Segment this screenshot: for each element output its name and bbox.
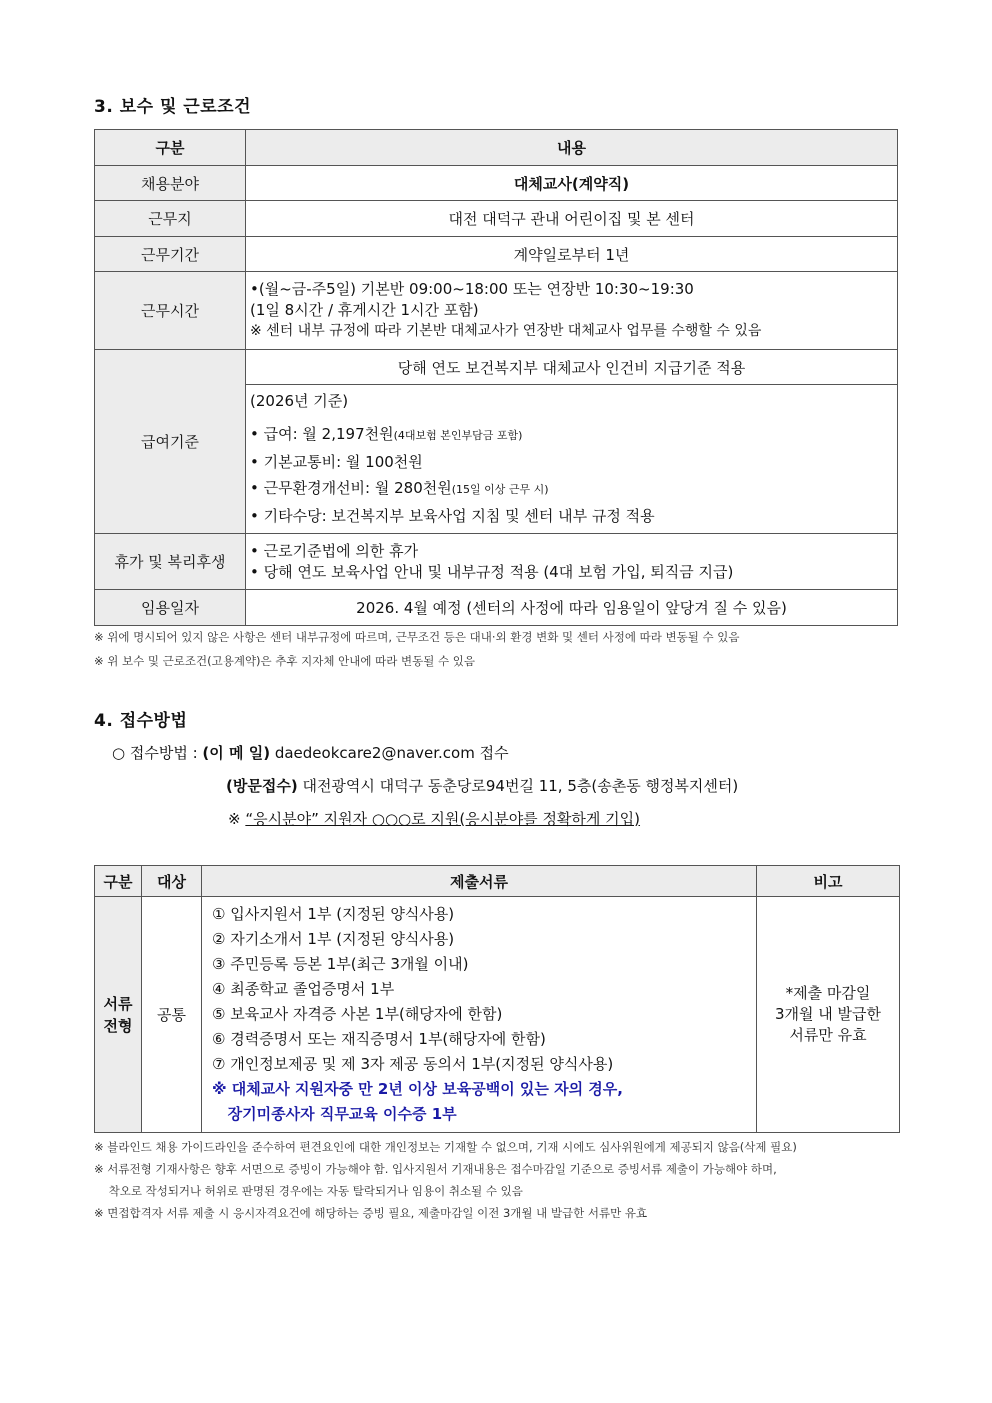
list-item: ② 자기소개서 1부 (지정된 양식사용) xyxy=(212,930,455,948)
table-row xyxy=(95,590,898,626)
row-value xyxy=(246,534,898,590)
list-item: ⑤ 보육교사 자격증 사본 1부(해당자에 한함) xyxy=(212,1005,503,1023)
row-label: 임용일자 xyxy=(95,590,246,626)
table-row xyxy=(95,534,898,590)
hours-line: (1일 8시간 / 휴게시간 1시간 포함) xyxy=(250,301,479,319)
row-label-line: 전형 xyxy=(103,1016,133,1035)
email-label: (이 메 일) xyxy=(202,744,271,762)
row-label: 급여기준 xyxy=(95,350,246,534)
table-row xyxy=(95,350,898,385)
apply-prefix: ※ xyxy=(228,810,241,828)
pay-env-note: (15일 이상 근무 시) xyxy=(451,483,549,496)
list-item: ④ 최종학교 졸업증명서 1부 xyxy=(212,980,395,998)
table-row xyxy=(95,201,898,237)
receive-visit-line xyxy=(226,775,738,796)
hours-line: •(월~금-주5일) 기본반 09:00~18:00 또는 연장반 10:30~19:30 xyxy=(250,280,694,298)
list-item: ③ 주민등록 등본 1부(최근 3개월 이내) xyxy=(212,955,469,973)
row-label-line: 서류 xyxy=(103,994,133,1013)
row-value: 2026. 4월 예정 (센터의 사정에 따라 임용일이 앞당겨 질 수 있음) xyxy=(246,590,898,626)
header-content: 내용 xyxy=(246,130,898,166)
visit-value: 대전광역시 대덕구 동춘당로94번길 11, 5층(송촌동 행정복지센터) xyxy=(302,777,739,795)
pay-env-text: • 근무환경개선비: 월 280천원 xyxy=(250,479,452,497)
document-list xyxy=(202,897,757,1133)
special-note: ※ 대체교사 지원자중 만 2년 이상 보육공백이 있는 자의 경우, xyxy=(212,1080,623,1098)
header-target: 대상 xyxy=(142,866,202,897)
section4-title: 4. 접수방법 xyxy=(94,711,188,731)
pay-salary-text: • 급여: 월 2,197천원 xyxy=(250,425,394,443)
receive-email-line xyxy=(112,742,509,763)
visit-label: (방문접수) xyxy=(226,777,298,795)
pay-basis: (2026년 기준) xyxy=(250,392,349,410)
email-value: daedeokcare2@naver.com 접수 xyxy=(274,744,509,762)
remark-line: 서류만 유효 xyxy=(789,1026,867,1044)
header-remarks: 비고 xyxy=(757,866,900,897)
note: ※ 서류전형 기재사항은 향후 서면으로 증빙이 가능해야 함. 입사지원서 기재내용은 접수마감일 기준으로 증빙서류 제출이 가능해야 하며, xyxy=(94,1162,777,1176)
row-value: 대체교사(계약직) xyxy=(246,166,898,201)
target: 공통 xyxy=(142,897,202,1133)
method-label: ○ 접수방법 : xyxy=(112,744,198,762)
section3-title: 3. 보수 및 근로조건 xyxy=(94,97,251,117)
apply-note xyxy=(228,808,640,829)
row-label: 근무시간 xyxy=(95,272,246,350)
table-row xyxy=(95,166,898,201)
row-value xyxy=(246,272,898,350)
pay-salary-note: (4대보험 본인부담금 포함) xyxy=(393,429,523,442)
note: ※ 위에 명시되어 있지 않은 사항은 센터 내부규정에 따르며, 근무조건 등은 대내·외 환경 변화 및 센터 사정에 따라 변동될 수 있음 xyxy=(94,630,740,644)
header-category: 구분 xyxy=(95,130,246,166)
row-label: 채용분야 xyxy=(95,166,246,201)
header-category: 구분 xyxy=(95,866,142,897)
conditions-table xyxy=(94,129,898,626)
pay-details xyxy=(246,385,898,534)
row-label: 근무지 xyxy=(95,201,246,237)
remark-line: 3개월 내 발급한 xyxy=(774,1005,882,1023)
row-value: 대전 대덕구 관내 어린이집 및 본 센터 xyxy=(246,201,898,237)
documents-table xyxy=(94,865,900,1133)
row-value: 계약일로부터 1년 xyxy=(246,237,898,272)
pay-top: 당해 연도 보건복지부 대체교사 인건비 지급기준 적용 xyxy=(246,350,898,385)
list-item: ⑦ 개인정보제공 및 제 3자 제공 동의서 1부(지정된 양식사용) xyxy=(212,1055,614,1073)
pay-transport: • 기본교통비: 월 100천원 xyxy=(250,453,423,471)
hours-line: ※ 센터 내부 규정에 따라 기본반 대체교사가 연장반 대체교사 업무를 수행할 수 있음 xyxy=(250,323,762,339)
header-documents: 제출서류 xyxy=(202,866,757,897)
remark-line: *제출 마감일 xyxy=(785,984,871,1002)
pay-env xyxy=(250,475,891,503)
list-item: ⑥ 경력증명서 또는 재직증명서 1부(해당자에 한함) xyxy=(212,1030,546,1048)
row-label xyxy=(95,897,142,1133)
welfare-line: • 근로기준법에 의한 휴가 xyxy=(250,541,419,560)
welfare-line: • 당해 연도 보육사업 안내 및 내부규정 적용 (4대 보험 가입, 퇴직금 지급) xyxy=(250,562,734,581)
table-row xyxy=(95,897,900,1133)
note: 착오로 작성되거나 허위로 판명된 경우에는 자동 탈락되거나 임용이 취소될 수 있음 xyxy=(94,1184,523,1198)
row-label: 휴가 및 복리후생 xyxy=(95,534,246,590)
remarks xyxy=(757,897,900,1133)
table-row xyxy=(95,272,898,350)
pay-other: • 기타수당: 보건복지부 보육사업 지침 및 센터 내부 규정 적용 xyxy=(250,507,655,525)
list-item: ① 입사지원서 1부 (지정된 양식사용) xyxy=(212,905,455,923)
table-row xyxy=(95,237,898,272)
apply-note-text: “응시분야” 지원자 ○○○로 지원(응시분야를 정확하게 기입) xyxy=(245,810,641,828)
special-note: 장기미종사자 직무교육 이수증 1부 xyxy=(212,1105,457,1123)
note: ※ 위 보수 및 근로조건(고용계약)은 추후 지자체 안내에 따라 변동될 수 있음 xyxy=(94,654,475,668)
row-label: 근무기간 xyxy=(95,237,246,272)
note: ※ 블라인드 채용 가이드라인을 준수하여 편견요인에 대한 개인정보는 기재할 수 없으며, 기재 시에도 심사위원에게 제공되지 않음(삭제 필요) xyxy=(94,1140,797,1154)
pay-salary xyxy=(250,421,891,449)
note: ※ 면접합격자 서류 제출 시 응시자격요건에 해당하는 증빙 필요, 제출마감일 이전 3개월 내 발급한 서류만 유효 xyxy=(94,1206,648,1220)
